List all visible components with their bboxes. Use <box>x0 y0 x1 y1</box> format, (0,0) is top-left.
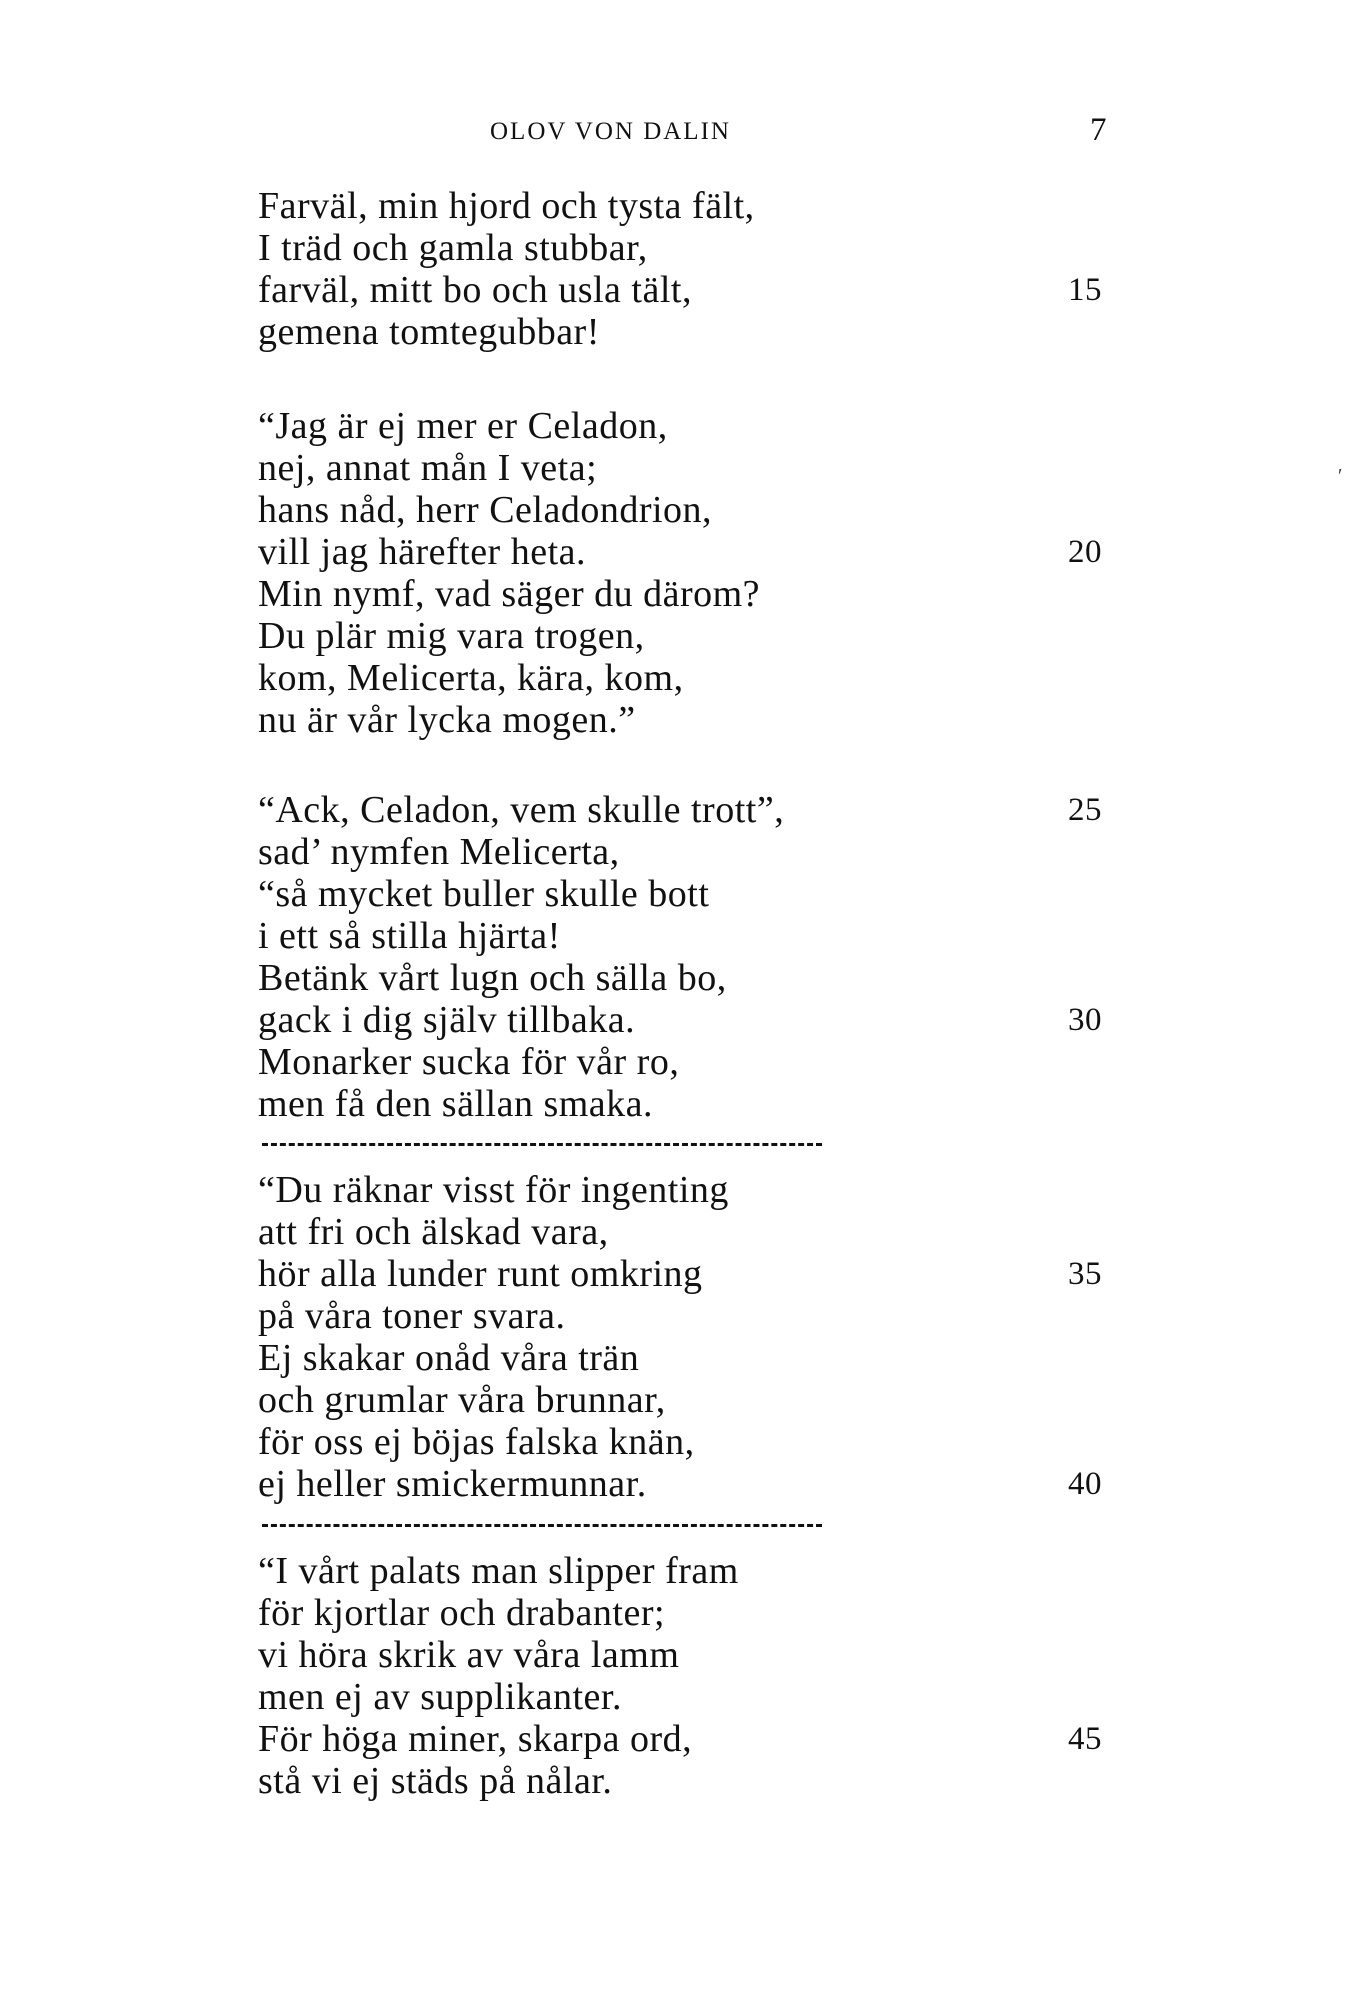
line-text: Farväl, min hjord och tysta fält, <box>258 185 755 227</box>
line-text: men ej av supplikanter. <box>258 1676 622 1718</box>
running-title: OLOV VON DALIN <box>490 118 731 145</box>
poem-line <box>258 311 1158 353</box>
line-text: kom, Melicerta, kära, kom, <box>258 657 684 699</box>
line-text: Ej skakar onåd våra trän <box>258 1337 640 1379</box>
line-text: att fri och älskad vara, <box>258 1211 609 1253</box>
poem-line <box>258 1337 1158 1379</box>
poem-line <box>258 573 1158 615</box>
stanza <box>258 1169 1158 1505</box>
poem-line <box>258 1295 1158 1337</box>
line-text: vill jag härefter heta. <box>258 531 587 573</box>
line-text: gemena tomtegubbar! <box>258 311 600 353</box>
poem-line <box>258 915 1158 957</box>
line-number: 45 <box>1068 1721 1102 1757</box>
poem-line <box>258 447 1158 489</box>
line-text: nu är vår lycka mogen.” <box>258 699 636 741</box>
stanza <box>258 405 1158 741</box>
poem-line <box>258 269 1158 311</box>
line-text: för kjortlar och drabanter; <box>258 1592 666 1634</box>
line-text: Betänk vårt lugn och sälla bo, <box>258 957 727 999</box>
poem-line <box>258 1421 1158 1463</box>
poem-line <box>258 615 1158 657</box>
line-number: 15 <box>1068 272 1102 308</box>
poem-line <box>258 957 1158 999</box>
line-text: nej, annat mån I veta; <box>258 447 598 489</box>
poem-line <box>258 1634 1158 1676</box>
line-text: “Du räknar visst för ingenting <box>258 1169 729 1211</box>
poem-line <box>258 405 1158 447</box>
poem-line <box>258 831 1158 873</box>
poem-line <box>258 699 1158 741</box>
poem-line <box>258 789 1158 831</box>
poem-line <box>258 489 1158 531</box>
poem-line <box>258 185 1158 227</box>
poem-line <box>258 1550 1158 1592</box>
stray-mark: ′ <box>1338 465 1343 487</box>
poem-line <box>258 531 1158 573</box>
page-number: 7 <box>1090 112 1107 148</box>
line-text: men få den sällan smaka. <box>258 1083 654 1125</box>
line-number: 30 <box>1068 1002 1102 1038</box>
stanza <box>258 789 1158 1125</box>
poem-line <box>258 1083 1158 1125</box>
line-text: hans nåd, herr Celadondrion, <box>258 489 713 531</box>
line-text: vi höra skrik av våra lamm <box>258 1634 680 1676</box>
poem-line <box>258 1718 1158 1760</box>
poem-line <box>258 1379 1158 1421</box>
poem-line <box>258 1253 1158 1295</box>
line-text: i ett så stilla hjärta! <box>258 915 561 957</box>
line-text: och grumlar våra brunnar, <box>258 1379 666 1421</box>
stanza <box>258 185 1158 353</box>
line-text: “så mycket buller skulle bott <box>258 873 710 915</box>
line-text: sad’ nymfen Melicerta, <box>258 831 620 873</box>
line-text: farväl, mitt bo och usla tält, <box>258 269 692 311</box>
poem-line <box>258 657 1158 699</box>
stanza <box>258 1550 1158 1802</box>
line-number: 40 <box>1068 1466 1102 1502</box>
line-text: “Ack, Celadon, vem skulle trott”, <box>258 789 785 831</box>
line-text: ej heller smickermunnar. <box>258 1463 647 1505</box>
line-text: “Jag är ej mer er Celadon, <box>258 405 668 447</box>
section-divider <box>262 1143 822 1146</box>
poem-line <box>258 1463 1158 1505</box>
line-text: på våra toner svara. <box>258 1295 566 1337</box>
line-text: För höga miner, skarpa ord, <box>258 1718 693 1760</box>
line-text: Du plär mig vara trogen, <box>258 615 645 657</box>
poem-line <box>258 1041 1158 1083</box>
line-text: för oss ej böjas falska knän, <box>258 1421 695 1463</box>
line-text: gack i dig själv tillbaka. <box>258 999 636 1041</box>
line-number: 20 <box>1068 534 1102 570</box>
poem-line <box>258 1676 1158 1718</box>
line-text: Min nymf, vad säger du därom? <box>258 573 761 615</box>
line-text: Monarker sucka för vår ro, <box>258 1041 680 1083</box>
line-number: 25 <box>1068 792 1102 828</box>
line-text: hör alla lunder runt omkring <box>258 1253 703 1295</box>
poem-line <box>258 1211 1158 1253</box>
line-text: “I vårt palats man slipper fram <box>258 1550 739 1592</box>
line-text: stå vi ej städs på nålar. <box>258 1760 613 1802</box>
line-text: I träd och gamla stubbar, <box>258 227 648 269</box>
poem-line <box>258 1592 1158 1634</box>
poem-line <box>258 999 1158 1041</box>
poem-line <box>258 1760 1158 1802</box>
line-number: 35 <box>1068 1256 1102 1292</box>
poem-line <box>258 227 1158 269</box>
poem-line <box>258 873 1158 915</box>
section-divider <box>262 1524 822 1527</box>
poem-line <box>258 1169 1158 1211</box>
